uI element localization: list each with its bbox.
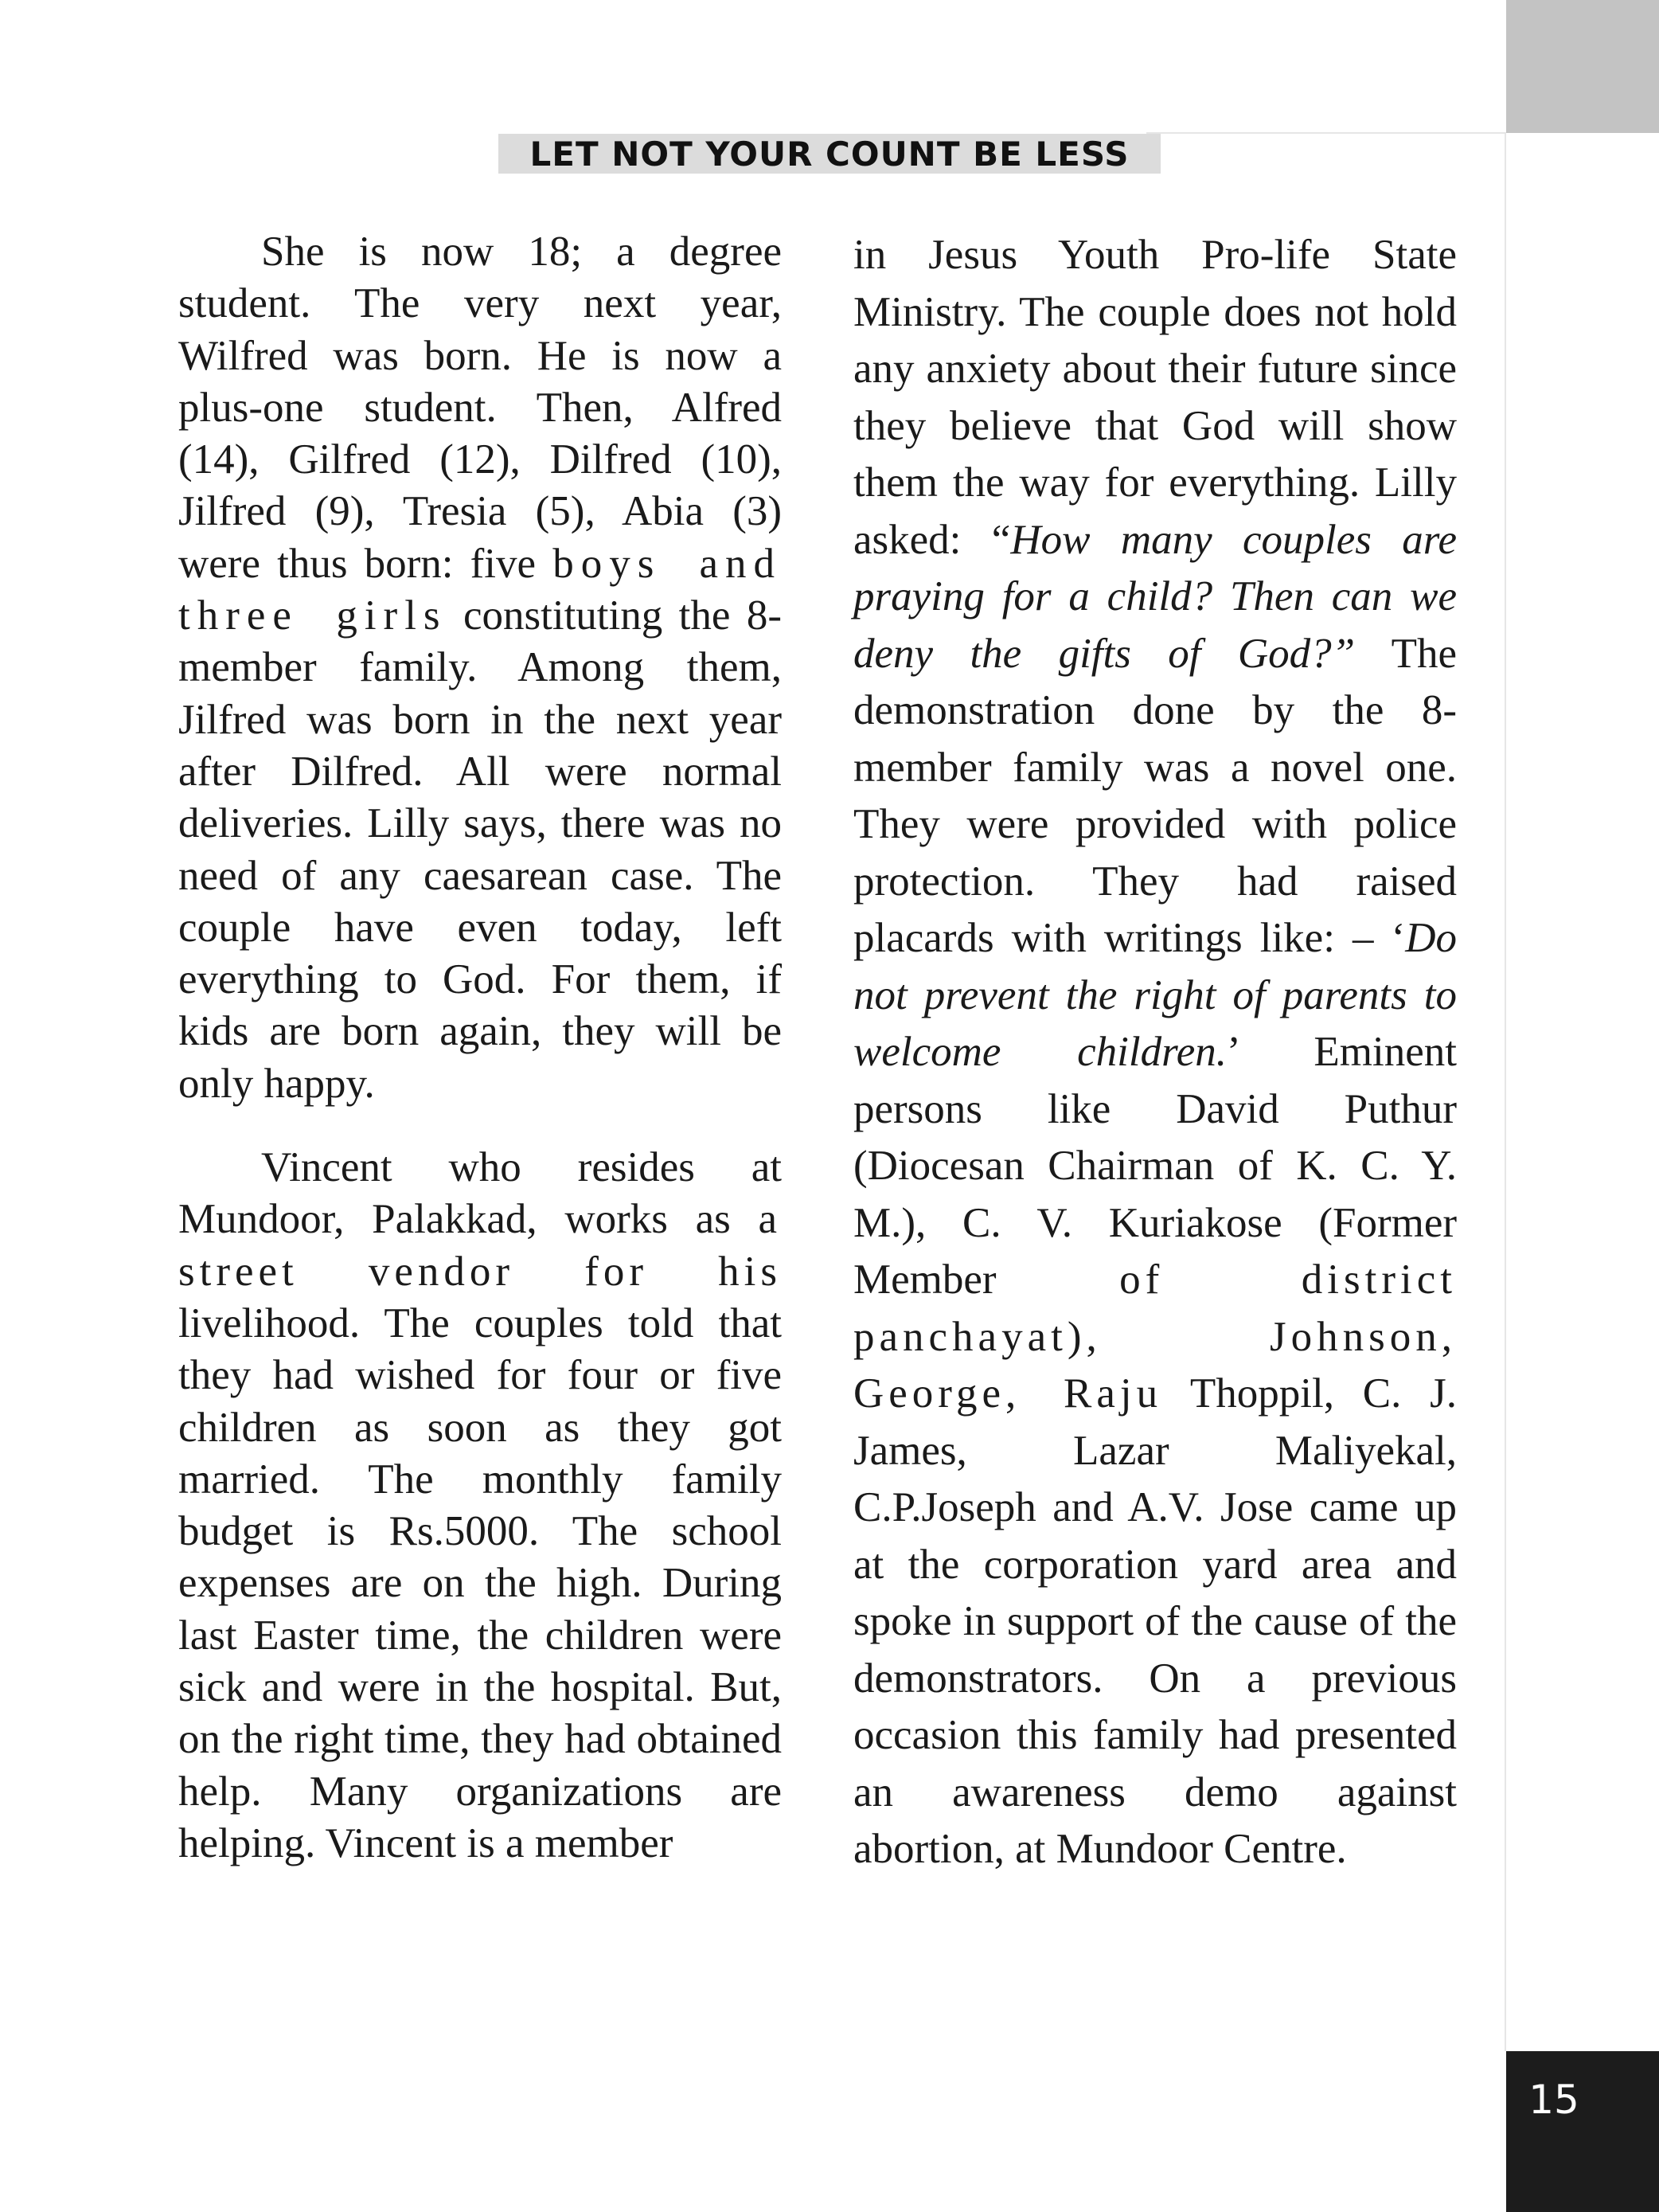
left-paragraph-2 xyxy=(178,1142,782,1870)
text-span: livelihood. The couples told that they had wished for four or five children as soon as they got married. The monthly family budget is Rs.5000. The school expenses are on the high. During last Easter time, the children were sick and were in the hospital. But, on the right time, they had obtained help. Many organizations are helping. Vincent is a member xyxy=(178,1299,782,1866)
text-span: ’ Eminent persons like David Puthur (Diocesan Chairman of K. C. Y. M.), C. V. Kuriakose (Former Member xyxy=(853,1029,1457,1303)
text-span: constituting the 8-member family. Among them, Jilfred was born in the next year after Dilfred. All were normal deliveries. Lilly says, there was no need of any caesarean case. The couple have even today, left everything to God. For them, if kids are born again, they will be only happy. xyxy=(178,592,782,1107)
right-column xyxy=(853,227,1457,1878)
text-span-spaced: boys and three girls xyxy=(178,540,782,639)
left-paragraph-1 xyxy=(178,226,782,1110)
text-span: She is now 18; a degree student. The very next year, Wilfred was born. He is now a plus-one student. Then, Alfred (14), Gilfred (12), Dilfred (10), Jilfred (9), Tresia (5), Abia (3) were thus born: five xyxy=(178,229,782,587)
page-edge-divider-horizontal xyxy=(1146,132,1506,134)
text-span: in Jesus Youth Pro-life State Ministry. The couple does not hold any anxiety about their future since they believe that God will show them the way for everything. Lilly asked: “ xyxy=(853,232,1457,563)
left-column xyxy=(178,226,782,1870)
page-number: 15 xyxy=(1528,2077,1579,2123)
right-paragraph xyxy=(853,227,1457,1878)
text-span xyxy=(1102,1314,1270,1360)
text-span-spaced: of district panchayat), xyxy=(853,1256,1457,1360)
page-edge-divider-vertical xyxy=(1505,133,1506,2051)
page-edge-tab-top xyxy=(1506,0,1659,133)
text-span: Thoppil, C. J. James, Lazar Maliyekal, C.P.Joseph and A.V. Jose came up at the corporation yard area and spoke in support of the cause of the demonstrators. On a previous occasion this family had presented an awareness demo against abortion, at Mundoor Centre. xyxy=(853,1370,1457,1872)
text-span: The demonstration done by the 8-member family was a novel one. They were provided with police protection. They had raised placards with writings like: – ‘ xyxy=(853,630,1457,961)
running-header-title: LET NOT YOUR COUNT BE LESS xyxy=(529,135,1130,174)
text-span-spaced: Johnson, George, Raju xyxy=(853,1313,1457,1417)
quote-lilly: How many couples are praying for a child? Then can we deny the gifts of God?” xyxy=(853,516,1457,677)
running-header xyxy=(498,134,1161,174)
text-span-spaced: a street vendor for his xyxy=(178,1196,782,1295)
text-span: Vincent who resides at Mundoor, Palakkad, works as xyxy=(178,1144,782,1243)
quote-placard: Do not prevent the right of parents to welcome children. xyxy=(853,915,1457,1075)
